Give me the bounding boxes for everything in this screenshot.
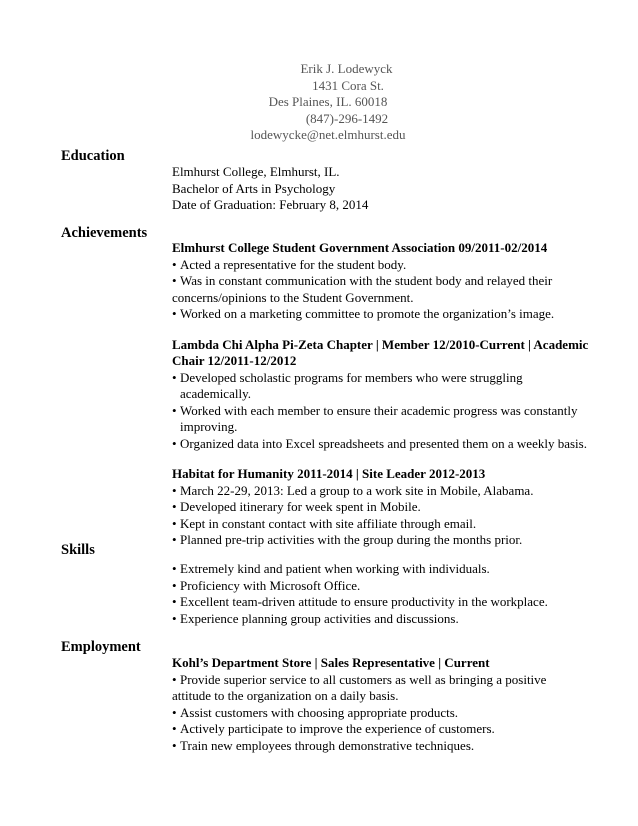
- achievement-bullet: • Developed scholastic programs for members who were struggling: [172, 370, 592, 387]
- achievement-bullet-cont: academically.: [180, 386, 251, 401]
- achievement-heading: Habitat for Humanity 2011-2014 | Site Leader 2012-2013: [172, 466, 486, 481]
- achievement-bullet-cont: improving.: [180, 419, 238, 434]
- skills-content: [172, 561, 592, 627]
- employment-bullet: • Train new employees through demonstrative techniques.: [172, 738, 592, 755]
- education-line: Elmhurst College, Elmhurst, IL.: [172, 164, 340, 179]
- achievement-bullet: • March 22-29, 2013: Led a group to a work site in Mobile, Alabama.: [172, 483, 592, 500]
- city-state-zip: Des Plaines, IL. 60018: [268, 94, 388, 109]
- skill-bullet: • Excellent team-driven attitude to ensure productivity in the workplace.: [172, 594, 592, 611]
- achievement-heading: Elmhurst College Student Government Association 09/2011-02/2014: [172, 240, 548, 255]
- skills-title: Skills: [61, 542, 95, 558]
- education-content: [172, 164, 592, 214]
- skill-bullet: • Extremely kind and patient when working with individuals.: [172, 561, 592, 578]
- achievements-content: [172, 240, 592, 549]
- achievement-bullet-cont: concerns/opinions to the Student Government.: [172, 289, 414, 305]
- education-title: Education: [61, 148, 125, 164]
- achievement-bullet: • Was in constant communication with the student body and relayed their: [172, 273, 592, 290]
- street-address: 1431 Cora St.: [312, 77, 384, 93]
- employment-bullet: • Provide superior service to all customers as well as bringing a positive: [172, 672, 592, 689]
- education-line: Date of Graduation: February 8, 2014: [172, 197, 369, 212]
- phone-number: (847)-296-1492: [305, 110, 389, 126]
- achievement-bullet: • Worked on a marketing committee to promote the organization’s image.: [172, 306, 592, 323]
- skill-bullet: • Proficiency with Microsoft Office.: [172, 578, 592, 595]
- employment-content: [172, 655, 592, 754]
- achievements-title: Achievements: [61, 225, 148, 241]
- employment-bullet-cont: attitude to the organization on a daily basis.: [172, 688, 399, 703]
- achievement-bullet: • Developed itinerary for week spent in Mobile.: [172, 499, 592, 516]
- employment-heading: Kohl’s Department Store | Sales Representative | Current: [172, 655, 490, 670]
- achievement-bullet: • Worked with each member to ensure their academic progress was constantly: [172, 403, 592, 420]
- employment-bullet: • Actively participate to improve the experience of customers.: [172, 721, 592, 738]
- skill-bullet: • Experience planning group activities and discussions.: [172, 611, 592, 628]
- education-line: Bachelor of Arts in Psychology: [172, 180, 336, 196]
- contact-header: [0, 61, 638, 144]
- achievement-heading: Lambda Chi Alpha Pi-Zeta Chapter | Member 12/2010-Current | Academic: [172, 336, 589, 352]
- achievement-bullet: • Acted a representative for the student body.: [172, 257, 592, 274]
- employment-bullet: • Assist customers with choosing appropriate products.: [172, 705, 592, 722]
- achievement-bullet: • Organized data into Excel spreadsheets and presented them on a weekly basis.: [172, 436, 592, 453]
- achievement-bullet: • Planned pre-trip activities with the group during the months prior.: [172, 532, 592, 549]
- candidate-name: Erik J. Lodewyck: [300, 61, 393, 76]
- email-address: lodewycke@net.elmhurst.edu: [250, 127, 406, 142]
- employment-title: Employment: [61, 639, 141, 655]
- achievement-heading: Chair 12/2011-12/2012: [172, 353, 297, 368]
- achievement-bullet: • Kept in constant contact with site affiliate through email.: [172, 516, 592, 533]
